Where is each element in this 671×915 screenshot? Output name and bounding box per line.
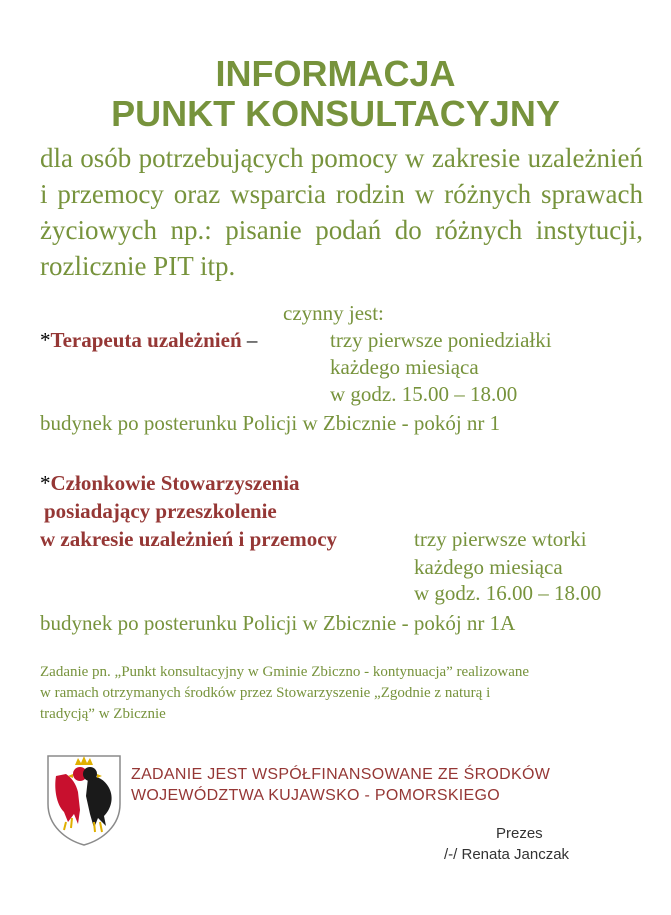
association-place: budynek po posterunku Policji w Zbicznie - pokój nr 1A — [40, 611, 516, 635]
kujawsko-pomorskie-coat-of-arms-icon — [44, 752, 124, 847]
therapist-place: budynek po posterunku Policji w Zbicznie - pokój nr 1 — [40, 411, 501, 435]
cofunding-line1: ZADANIE JEST WSPÓŁFINANSOWANE ZE ŚRODKÓW — [131, 766, 551, 783]
association-line3: w zakresie uzależnień i przemocy — [40, 527, 338, 551]
therapist-heading — [40, 327, 257, 353]
title-punkt-konsultacyjny: PUNKT KONSULTACYJNY — [111, 93, 560, 134]
association-star: * — [40, 471, 51, 495]
signature-role: Prezes — [496, 825, 543, 842]
therapist-hours: w godz. 15.00 – 18.00 — [330, 382, 518, 406]
task-note-line3: tradycją” w Zbicznie — [40, 706, 166, 722]
association-hours: w godz. 16.00 – 18.00 — [414, 581, 602, 605]
therapist-star: * — [40, 328, 51, 352]
title-informacja: INFORMACJA — [215, 53, 456, 94]
association-when-1: trzy pierwsze wtorki — [414, 527, 587, 551]
therapist-dash: – — [246, 328, 258, 352]
therapist-when-2: każdego miesiąca — [330, 355, 479, 379]
active-label: czynny jest: — [283, 301, 384, 325]
intro-paragraph: dla osób potrzebujących pomocy w zakresie uzależnień i przemocy oraz wsparcia rodzin w różnych sprawach życiowych np.: pisanie podań do różnych instytucji, rozlicznie PIT itp. — [40, 143, 643, 281]
task-note-line1: Zadanie pn. „Punkt konsultacyjny w Gminie Zbiczno - kontynuacja” realizowane — [40, 664, 530, 680]
signature-name: /-/ Renata Janczak — [444, 846, 570, 863]
association-heading-1 — [40, 470, 300, 496]
association-when-2: każdego miesiąca — [414, 555, 563, 579]
therapist-name: Terapeuta uzależnień — [50, 328, 242, 352]
cofunding-line2: WOJEWÓDZTWA KUJAWSKO - POMORSKIEGO — [131, 787, 501, 804]
therapist-when-1: trzy pierwsze poniedziałki — [330, 328, 552, 352]
association-line2: posiadający przeszkolenie — [44, 499, 277, 523]
association-line1: Członkowie Stowarzyszenia — [50, 471, 300, 495]
task-note-line2: w ramach otrzymanych środków przez Stowarzyszenie „Zgodnie z naturą i — [40, 685, 491, 701]
task-note — [40, 662, 650, 725]
